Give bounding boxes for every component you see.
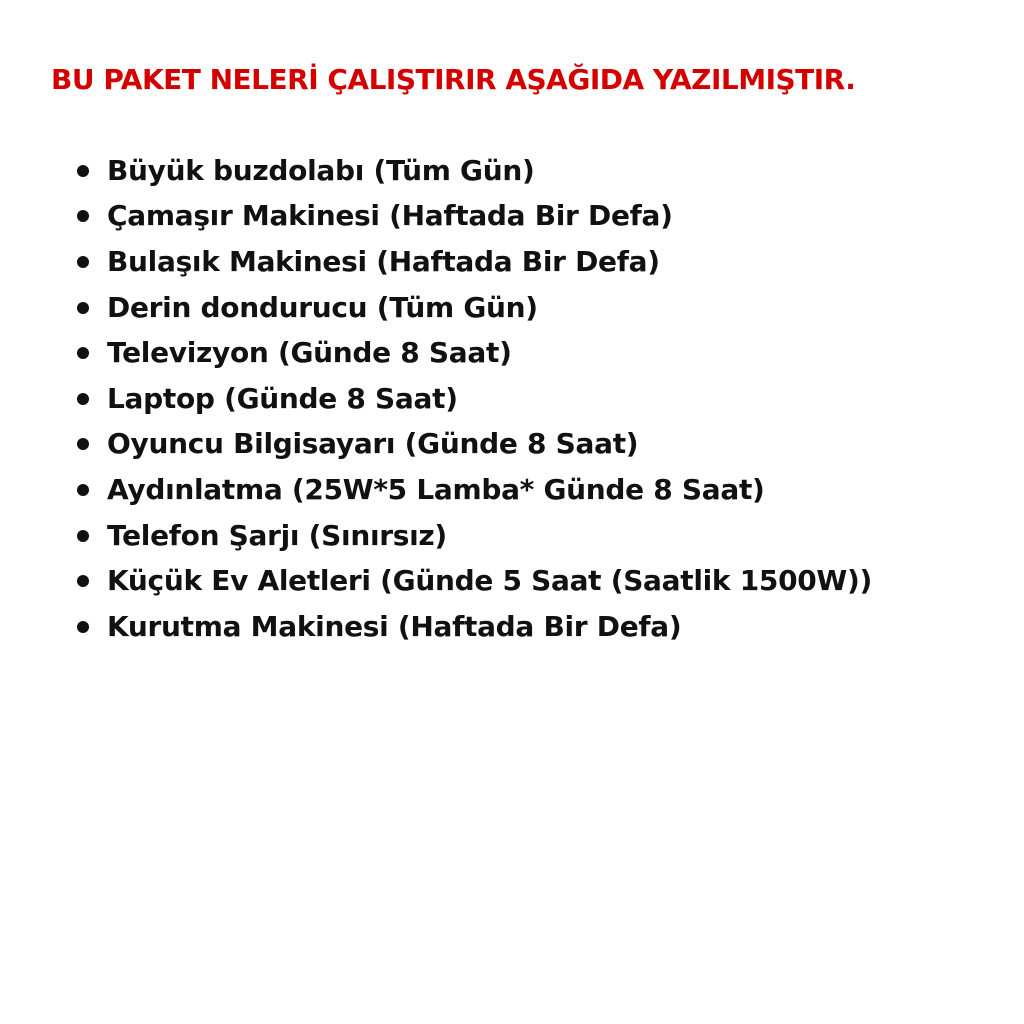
bullet-icon: [77, 165, 89, 177]
list-item: [70, 239, 872, 285]
bullet-icon: [77, 302, 89, 314]
list-item: [70, 376, 872, 422]
list-item-text: Televizyon (Günde 8 Saat): [107, 336, 512, 370]
bullet-icon: [77, 621, 89, 633]
list-item: [70, 604, 872, 650]
bullet-icon: [77, 347, 89, 359]
bullet-icon: [77, 256, 89, 268]
bullet-icon: [77, 438, 89, 450]
list-item: [70, 330, 872, 376]
list-item: [70, 285, 872, 331]
list-item-text: Bulaşık Makinesi (Haftada Bir Defa): [107, 244, 660, 278]
list-item: [70, 513, 872, 559]
list-item-text: Oyuncu Bilgisayarı (Günde 8 Saat): [107, 427, 639, 461]
list-item: [70, 467, 872, 513]
page-heading: BU PAKET NELERİ ÇALIŞTIRIR AŞAĞIDA YAZILMIŞTIR.: [51, 63, 856, 96]
list-item: [70, 194, 872, 240]
bullet-icon: [77, 484, 89, 496]
list-item-text: Aydınlatma (25W*5 Lamba* Günde 8 Saat): [107, 472, 765, 506]
bullet-icon: [77, 210, 89, 222]
list-item-text: Laptop (Günde 8 Saat): [107, 381, 458, 415]
bullet-icon: [77, 530, 89, 542]
list-item-text: Telefon Şarjı (Sınırsız): [107, 518, 447, 552]
bullet-icon: [77, 575, 89, 587]
list-item: [70, 422, 872, 468]
list-item-text: Derin dondurucu (Tüm Gün): [107, 290, 538, 324]
bullet-icon: [77, 393, 89, 405]
appliance-list: [70, 148, 872, 650]
list-item-text: Çamaşır Makinesi (Haftada Bir Defa): [107, 199, 673, 233]
list-item: [70, 148, 872, 194]
list-item-text: Küçük Ev Aletleri (Günde 5 Saat (Saatlik 1500W)): [107, 564, 873, 598]
list-item-text: Kurutma Makinesi (Haftada Bir Defa): [107, 609, 682, 643]
list-item-text: Büyük buzdolabı (Tüm Gün): [107, 153, 535, 187]
list-item: [70, 558, 872, 604]
